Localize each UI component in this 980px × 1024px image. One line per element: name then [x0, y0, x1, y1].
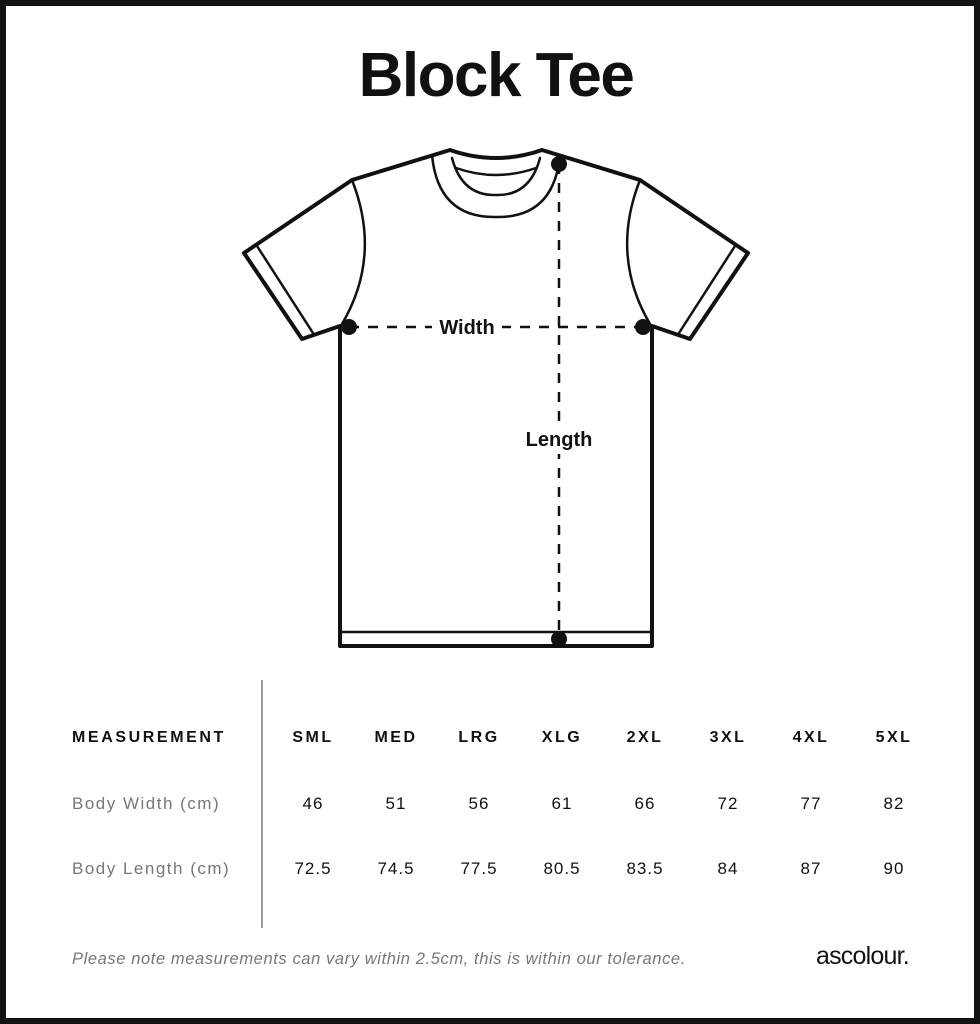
table-cell: 51	[385, 794, 407, 813]
tolerance-note: Please note measurements can vary within 2.5cm, this is within our tolerance.	[72, 950, 686, 968]
width-right-dot	[635, 319, 651, 335]
table-cell: 56	[468, 794, 490, 813]
table-cell: 72	[717, 794, 739, 813]
page-title: Block Tee	[358, 41, 634, 110]
size-header: MED	[374, 729, 418, 746]
row-label-body-width: Body Width (cm)	[72, 794, 221, 813]
size-header: 2XL	[626, 729, 664, 746]
table-cell: 87	[800, 859, 822, 878]
table-cell: 84	[717, 859, 739, 878]
left-cuff-line	[257, 246, 313, 333]
length-bottom-dot	[551, 631, 567, 647]
table-cell: 82	[883, 794, 905, 813]
length-top-dot	[551, 156, 567, 172]
table-cell: 72.5	[294, 859, 332, 878]
table-cell: 80.5	[543, 859, 581, 878]
table-cell: 77	[800, 794, 822, 813]
tshirt-diagram	[6, 6, 980, 666]
size-header: 3XL	[709, 729, 747, 746]
left-armhole-seam	[342, 180, 365, 324]
table-cell: 46	[302, 794, 324, 813]
size-header: XLG	[541, 729, 583, 746]
width-left-dot	[341, 319, 357, 335]
tshirt-outline	[244, 150, 748, 646]
size-header: 4XL	[792, 729, 830, 746]
collar-inner	[452, 158, 540, 195]
table-cell: 66	[634, 794, 656, 813]
right-cuff-line	[679, 246, 735, 333]
length-label: Length	[525, 429, 593, 451]
width-label: Width	[439, 317, 495, 339]
table-cell: 61	[551, 794, 573, 813]
size-header: 5XL	[875, 729, 913, 746]
collar-outer	[432, 155, 560, 217]
size-header: SML	[292, 729, 334, 746]
collar-seam	[456, 168, 536, 175]
table-cell: 77.5	[460, 859, 498, 878]
table-cell: 83.5	[626, 859, 664, 878]
table-cell: 74.5	[377, 859, 415, 878]
row-label-body-length: Body Length (cm)	[72, 859, 231, 878]
right-armhole-seam	[627, 180, 650, 324]
table-cell: 90	[883, 859, 905, 878]
measurement-header: MEASUREMENT	[72, 729, 226, 746]
brand-logo: ascolour.	[816, 942, 909, 970]
size-header: LRG	[458, 729, 500, 746]
